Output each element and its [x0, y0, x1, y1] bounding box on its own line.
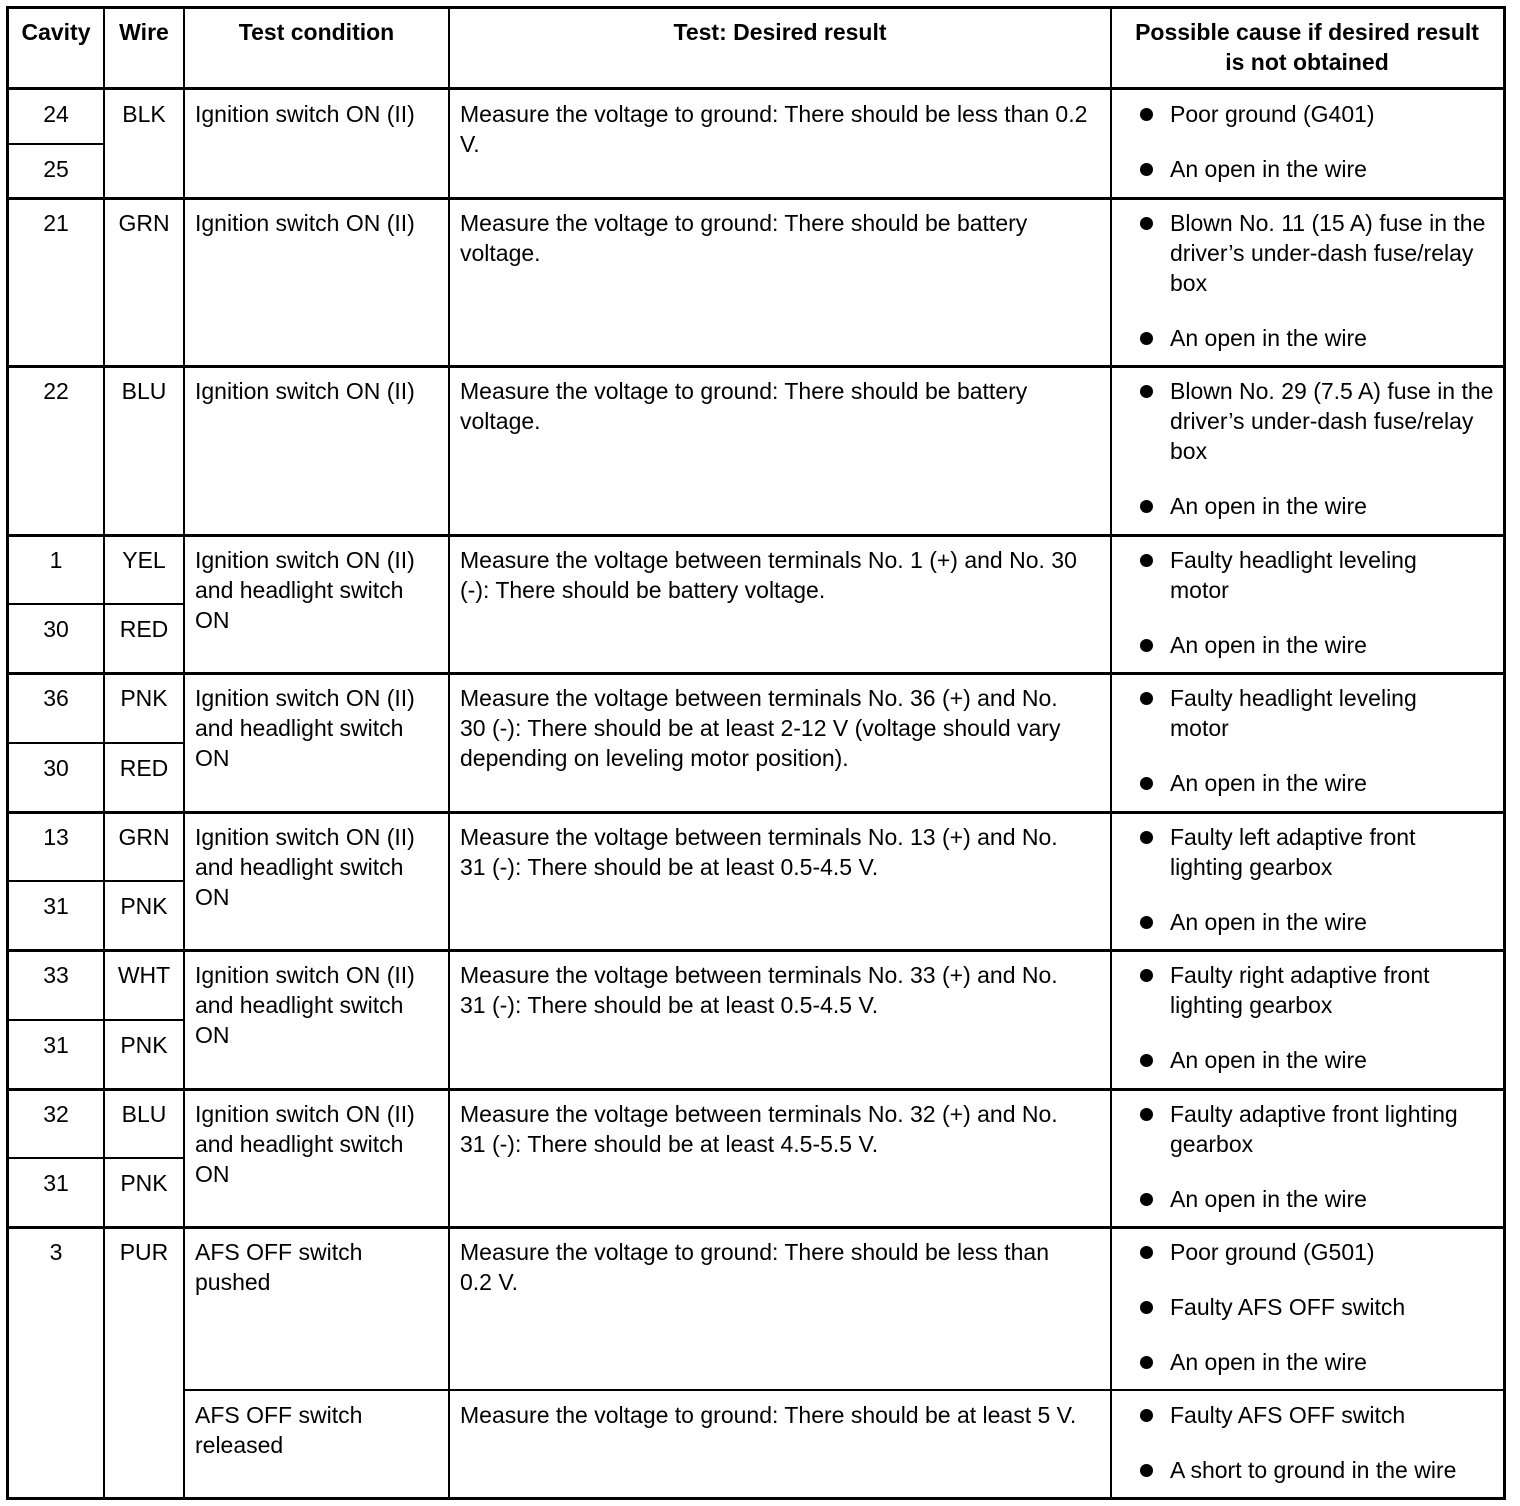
result-cell: Measure the voltage to ground: There should be less than 0.2 V.	[460, 101, 1088, 157]
wire-cell: GRN	[118, 210, 170, 236]
cavity-cell: 3	[49, 1239, 63, 1265]
result-cell: Measure the voltage between terminals No. 32 (+) and No. 31 (-): There should be at least 4.5-5.5 V.	[460, 1101, 1058, 1157]
row-divider	[9, 534, 1503, 537]
cause-item: Faulty AFS OFF switch	[1137, 1292, 1497, 1322]
header-cavity: Cavity	[21, 19, 91, 45]
result-cell: Measure the voltage between terminals No. 33 (+) and No. 31 (-): There should be at least 0.5-4.5 V.	[460, 962, 1058, 1018]
wire-cell: RED	[119, 616, 169, 642]
condition-cell: AFS OFF switch released	[195, 1402, 363, 1458]
bullet-icon	[1140, 1464, 1153, 1477]
bullet-icon	[1140, 385, 1153, 398]
cavity-divider	[9, 143, 103, 145]
condition-cell: Ignition switch ON (II) and headlight switch ON	[195, 685, 415, 771]
cause-item: Poor ground (G501)	[1137, 1237, 1497, 1267]
wire-cell: PUR	[119, 1239, 169, 1265]
condition-cell: Ignition switch ON (II) and headlight switch ON	[195, 824, 415, 910]
header-possible-cause: Possible cause if desired result is not obtained	[1135, 19, 1479, 75]
condition-cell: Ignition switch ON (II)	[195, 378, 415, 404]
cavity-cell: 25	[43, 156, 69, 182]
bullet-icon	[1140, 217, 1153, 230]
wire-cell: PNK	[120, 685, 168, 711]
bullet-icon	[1140, 1301, 1153, 1314]
bullet-icon	[1140, 692, 1153, 705]
cavity-cell: 1	[49, 547, 63, 573]
header-wire: Wire	[119, 19, 169, 45]
cavity-cell: 13	[43, 824, 69, 850]
cavity-divider	[9, 742, 183, 744]
condition-cell: Ignition switch ON (II) and headlight switch ON	[195, 1101, 415, 1187]
cavity-divider	[9, 1157, 183, 1159]
cause-item: Faulty AFS OFF switch	[1137, 1400, 1497, 1430]
cavity-cell: 31	[43, 893, 69, 919]
cause-item: An open in the wire	[1137, 907, 1497, 937]
result-cell: Measure the voltage to ground: There should be at least 5 V.	[460, 1402, 1077, 1428]
cavity-divider	[9, 1019, 183, 1021]
column-divider	[1110, 9, 1112, 1497]
result-cell: Measure the voltage to ground: There should be battery voltage.	[460, 210, 1028, 266]
column-divider	[183, 9, 185, 1497]
cause-item: An open in the wire	[1137, 491, 1497, 521]
cause-item: Faulty adaptive front lighting gearbox	[1137, 1099, 1497, 1159]
bullet-icon	[1140, 108, 1153, 121]
wire-cell: BLU	[121, 378, 167, 404]
cause-item: Faulty headlight leveling motor	[1137, 683, 1467, 743]
row-divider	[9, 365, 1503, 368]
wire-cell: PNK	[120, 893, 168, 919]
cause-item: Blown No. 29 (7.5 A) fuse in the driver’s under-dash fuse/relay box	[1137, 376, 1497, 466]
wire-cell: BLK	[122, 101, 166, 127]
bullet-icon	[1140, 1246, 1153, 1259]
condition-cell: Ignition switch ON (II)	[195, 101, 415, 127]
cause-item: An open in the wire	[1137, 1184, 1497, 1214]
cavity-cell: 22	[43, 378, 69, 404]
cavity-cell: 21	[43, 210, 69, 236]
bullet-icon	[1140, 163, 1153, 176]
cause-item: Faulty headlight leveling motor	[1137, 545, 1467, 605]
wire-cell: PNK	[120, 1170, 168, 1196]
bullet-icon	[1140, 916, 1153, 929]
cavity-cell: 30	[43, 755, 69, 781]
cause-item: An open in the wire	[1137, 154, 1497, 184]
bullet-icon	[1140, 639, 1153, 652]
bullet-icon	[1140, 1356, 1153, 1369]
row-divider	[9, 87, 1503, 90]
troubleshooting-table	[6, 6, 1506, 1500]
row-divider	[9, 811, 1503, 814]
cause-item: A short to ground in the wire	[1137, 1455, 1517, 1485]
cavity-cell: 36	[43, 685, 69, 711]
cause-item: An open in the wire	[1137, 1045, 1497, 1075]
bullet-icon	[1140, 554, 1153, 567]
condition-cell: Ignition switch ON (II) and headlight switch ON	[195, 962, 415, 1048]
cause-item: Faulty right adaptive front lighting gearbox	[1137, 960, 1482, 1020]
cause-item: An open in the wire	[1137, 1347, 1497, 1377]
row-divider	[9, 197, 1503, 200]
bullet-icon	[1140, 500, 1153, 513]
cause-item: An open in the wire	[1137, 630, 1497, 660]
condition-divider	[183, 1389, 1503, 1391]
cavity-divider	[9, 603, 183, 605]
condition-cell: Ignition switch ON (II)	[195, 210, 415, 236]
result-cell: Measure the voltage to ground: There should be less than 0.2 V.	[460, 1239, 1050, 1295]
cavity-cell: 33	[43, 962, 69, 988]
row-divider	[9, 949, 1503, 952]
header-desired-result: Test: Desired result	[673, 19, 887, 45]
wire-cell: GRN	[118, 824, 170, 850]
result-cell: Measure the voltage between terminals No. 36 (+) and No. 30 (-): There should be at least 2-12 V (voltage should vary depending on leveling motor position).	[460, 685, 1061, 771]
wire-cell: BLU	[121, 1101, 167, 1127]
cavity-cell: 30	[43, 616, 69, 642]
row-divider	[9, 672, 1503, 675]
header-test-condition: Test condition	[238, 19, 395, 45]
wire-cell: RED	[119, 755, 169, 781]
bullet-icon	[1140, 1054, 1153, 1067]
bullet-icon	[1140, 332, 1153, 345]
column-divider	[448, 9, 450, 1497]
cause-item: An open in the wire	[1137, 323, 1497, 353]
bullet-icon	[1140, 969, 1153, 982]
wire-cell: YEL	[122, 547, 166, 573]
wire-cell: PNK	[120, 1032, 168, 1058]
cavity-cell: 31	[43, 1032, 69, 1058]
cause-item: Blown No. 11 (15 A) fuse in the driver’s under-dash fuse/relay box	[1137, 208, 1497, 298]
bullet-icon	[1140, 1193, 1153, 1206]
row-divider	[9, 1226, 1503, 1229]
cause-item: Faulty left adaptive front lighting gearbox	[1137, 822, 1467, 882]
row-divider	[9, 1088, 1503, 1091]
cavity-cell: 24	[43, 101, 69, 127]
condition-cell: AFS OFF switch pushed	[195, 1239, 363, 1295]
bullet-icon	[1140, 831, 1153, 844]
result-cell: Measure the voltage to ground: There should be battery voltage.	[460, 378, 1028, 434]
cavity-cell: 31	[43, 1170, 69, 1196]
cause-item: Poor ground (G401)	[1137, 99, 1497, 129]
result-cell: Measure the voltage between terminals No. 13 (+) and No. 31 (-): There should be at least 0.5-4.5 V.	[460, 824, 1058, 880]
condition-cell: Ignition switch ON (II) and headlight switch ON	[195, 547, 415, 633]
result-cell: Measure the voltage between terminals No. 1 (+) and No. 30 (-): There should be battery voltage.	[460, 547, 1077, 603]
bullet-icon	[1140, 1409, 1153, 1422]
cavity-divider	[9, 880, 183, 882]
bullet-icon	[1140, 777, 1153, 790]
cause-item: An open in the wire	[1137, 768, 1497, 798]
bullet-icon	[1140, 1108, 1153, 1121]
wire-cell: WHT	[117, 962, 171, 988]
cavity-cell: 32	[43, 1101, 69, 1127]
